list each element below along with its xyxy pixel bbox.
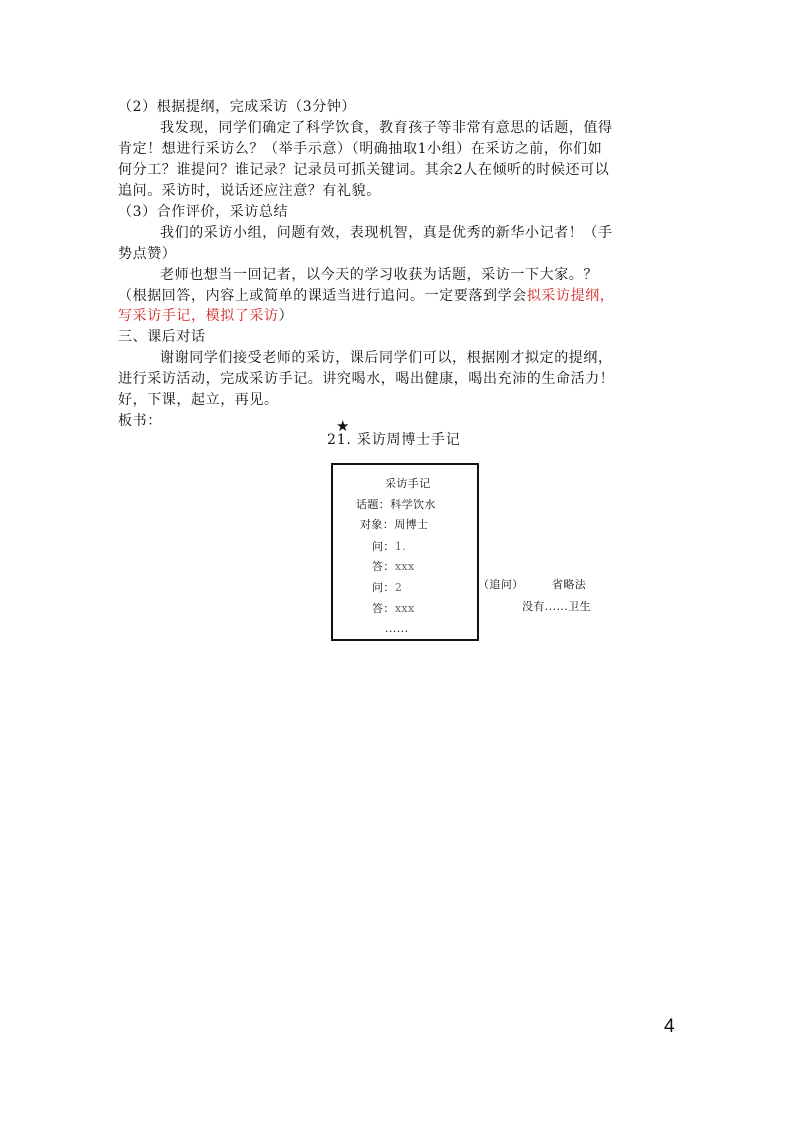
board-ellipsis: ...... (385, 622, 409, 635)
board-answer-1 (372, 560, 415, 574)
section-heading: 三、课后对话 (118, 329, 206, 345)
highlight-text: 写采访手记，模拟了采访 (118, 308, 279, 324)
paragraph-line: 好，下课，起立，再见。 (118, 392, 279, 408)
paragraph-line: 势点赞） (118, 246, 177, 262)
question-label: 问： (372, 540, 395, 553)
star-icon: ★ (336, 417, 350, 435)
paragraph-line (118, 306, 293, 326)
paragraph-line: 何分工？谁提问？谁记录？记录员可抓关键词。其余2人在倾听的时候还可以 (118, 162, 610, 178)
paragraph-line: 我发现，同学们确定了科学饮食，教育孩子等非常有意思的话题，值得 (160, 120, 613, 136)
question-value: 1. (394, 540, 407, 553)
answer-label: 答： (372, 602, 395, 615)
page-number: 4 (664, 1016, 675, 1037)
answer-value: xxx (394, 560, 415, 573)
board-label: 板书： (118, 413, 162, 429)
highlight-text: 拟采访提纲， (526, 288, 615, 304)
board-target: 对象：周博士 (360, 518, 429, 531)
paragraph-text: （根据回答，内容上或简单的课适当进行追问。一定要落到学会 (118, 288, 527, 304)
paragraph-line: 肯定！想进行采访么？（举手示意）（明确抽取1小组）在采访之前，你们如 (118, 141, 603, 157)
question-value: 2 (394, 581, 403, 594)
board-topic: 话题：科学饮水 (356, 498, 436, 511)
subsection-heading-2: （2）根据提纲，完成采访（3分钟） (118, 99, 357, 115)
board-question-1 (372, 540, 406, 554)
paragraph-line: 进行采访活动，完成采访手记。讲究喝水，喝出健康，喝出充沛的生命活力！ (118, 371, 615, 387)
paragraph-line (118, 286, 614, 306)
board-followup: （追问） (478, 578, 524, 591)
paragraph-line: 我们的采访小组，问题有效，表现机智，真是优秀的新华小记者！（手 (160, 225, 613, 241)
paragraph-text: ） (278, 308, 294, 324)
question-label: 问： (372, 581, 395, 594)
board-note: 没有......卫生 (522, 600, 591, 613)
board-title: 21. 采访周博士手记 (327, 432, 461, 448)
paragraph-line: 谢谢同学们接受老师的采访，课后同学们可以，根据刚才拟定的提纲， (160, 350, 613, 366)
board-omit-method: 省略法 (552, 578, 587, 591)
board-question-2 (372, 581, 402, 595)
answer-label: 答： (372, 560, 395, 573)
board-notes-box (331, 463, 479, 641)
paragraph-line: 追问。采访时，说话还应注意？有礼貌。 (118, 183, 381, 199)
paragraph-line: 老师也想当一回记者，以今天的学习收获为话题，采访一下大家。？ (160, 267, 598, 283)
subsection-heading-3: （3）合作评价，采访总结 (118, 204, 289, 220)
answer-value: xxx (394, 602, 415, 615)
board-answer-2 (372, 602, 415, 616)
board-heading: 采访手记 (385, 477, 431, 490)
